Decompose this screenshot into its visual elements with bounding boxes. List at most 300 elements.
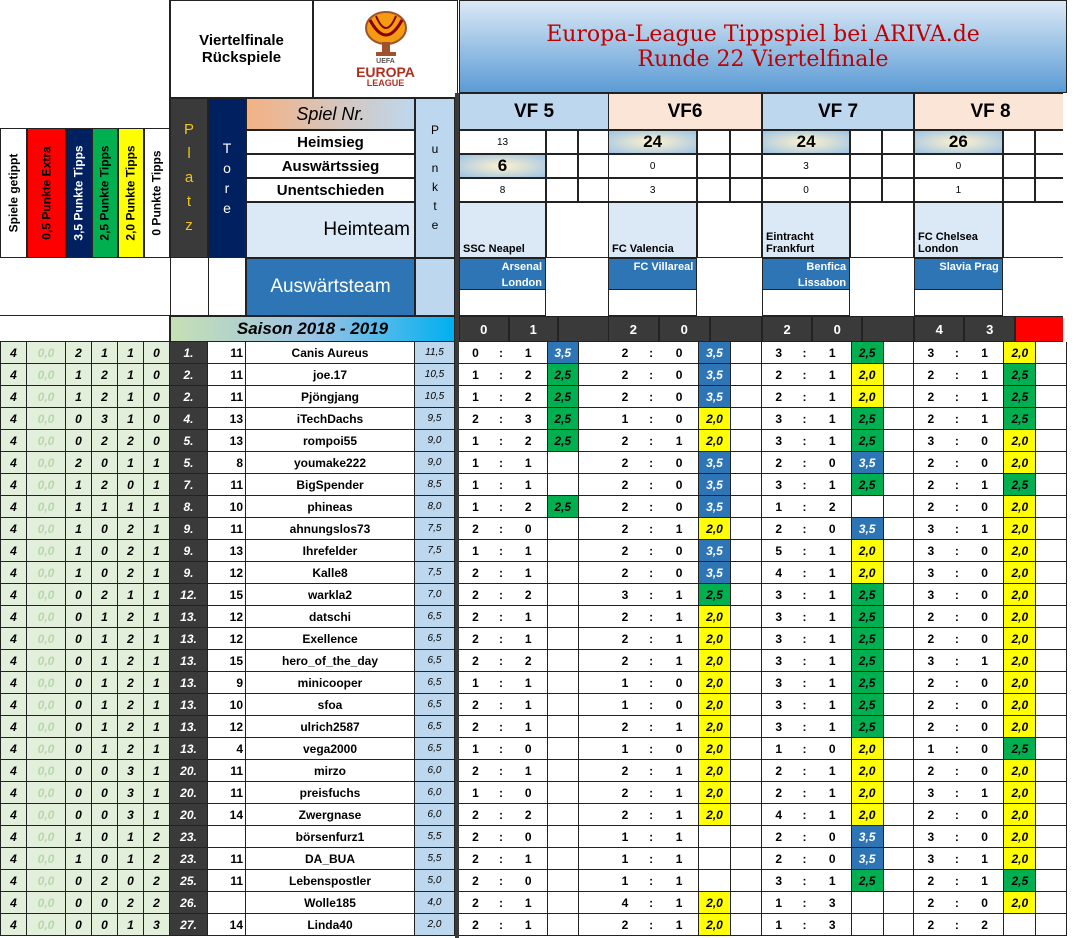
tip-count-aus — [459, 154, 546, 178]
extra-cell: 0,0 — [27, 540, 66, 562]
tip-away: 1 — [510, 848, 548, 870]
tip-away: 1 — [660, 892, 699, 914]
tip-colon: : — [795, 672, 813, 694]
tip-points: 2,5 — [852, 694, 884, 716]
platz-cell: 13. — [170, 650, 208, 672]
tip-pad — [884, 430, 914, 452]
tipps25-cell: 2 — [92, 364, 118, 386]
platz-cell: 9. — [170, 562, 208, 584]
tipps35-cell: 1 — [66, 848, 92, 870]
tip-pad — [1036, 364, 1067, 386]
away-team-line1: Benfica — [806, 261, 847, 273]
tip-colon: : — [948, 870, 966, 892]
tip-away: 1 — [814, 364, 852, 386]
tip-pad — [1036, 892, 1067, 914]
tipps25-cell: 2 — [92, 386, 118, 408]
tipps20-cell: 1 — [118, 848, 144, 870]
tip-colon: : — [948, 738, 966, 760]
game-name-text: VF 8 — [970, 100, 1011, 122]
result-home — [762, 316, 812, 342]
tipps20-cell: 2 — [118, 628, 144, 650]
tip-pad — [579, 606, 609, 628]
tip-points — [548, 672, 580, 694]
tip-pad — [731, 672, 762, 694]
tip-points: 2,0 — [1004, 694, 1036, 716]
table-row — [0, 452, 1067, 474]
player-name: Lebenspostler — [246, 870, 415, 892]
tipps0-cell: 1 — [144, 518, 170, 540]
tip-points: 2,0 — [1004, 342, 1036, 364]
tip-points: 2,5 — [852, 584, 884, 606]
tip-colon: : — [492, 496, 510, 518]
tip-pad — [579, 716, 609, 738]
tip-points — [548, 562, 580, 584]
tip-away: 1 — [660, 760, 699, 782]
tip-points: 2,0 — [852, 364, 884, 386]
platz-cell: 23. — [170, 826, 208, 848]
tip-away: 1 — [660, 518, 699, 540]
tip-away: 1 — [660, 606, 699, 628]
punkte-cell: 6,5 — [415, 716, 455, 738]
tip-colon: : — [642, 584, 660, 606]
tip-points: 3,5 — [699, 496, 731, 518]
tip-points — [548, 540, 580, 562]
tipps35-cell: 1 — [66, 364, 92, 386]
platz-cell: 2. — [170, 386, 208, 408]
tip-count-heim — [914, 130, 1003, 154]
platz-cell: 20. — [170, 782, 208, 804]
tip-away: 0 — [660, 364, 699, 386]
tip-away: 1 — [814, 474, 852, 496]
tipps25-cell: 1 — [92, 606, 118, 628]
tip-points: 2,5 — [548, 408, 580, 430]
tip-home: 3 — [914, 782, 948, 804]
tipps20-cell: 2 — [118, 562, 144, 584]
tip-colon: : — [795, 342, 813, 364]
tip-colon: : — [795, 474, 813, 496]
punkte-cell: 7,5 — [415, 562, 455, 584]
extra-cell: 0,0 — [27, 628, 66, 650]
tip-home: 2 — [914, 496, 948, 518]
tip-colon: : — [795, 386, 813, 408]
tip-pad — [884, 606, 914, 628]
player-name: vega2000 — [246, 738, 415, 760]
tip-points: 2,0 — [1004, 650, 1036, 672]
tip-away: 1 — [966, 474, 1004, 496]
tipps35-cell: 0 — [66, 650, 92, 672]
table-row — [0, 606, 1067, 628]
game-name — [762, 93, 914, 130]
tip-away: 1 — [660, 628, 699, 650]
tip-points — [852, 892, 884, 914]
tip-away: 2 — [510, 496, 548, 518]
extra-cell: 0,0 — [27, 672, 66, 694]
tip-pad — [579, 474, 609, 496]
tipps25-cell: 0 — [92, 848, 118, 870]
tip-home: 1 — [914, 738, 948, 760]
punkte-cell: 6,0 — [415, 804, 455, 826]
tip-away: 1 — [814, 628, 852, 650]
extra-cell: 0,0 — [27, 606, 66, 628]
spiele-cell: 4 — [0, 496, 27, 518]
table-row — [0, 870, 1067, 892]
tore-cell: 12 — [208, 606, 246, 628]
tip-pad — [1036, 562, 1067, 584]
tip-colon: : — [948, 848, 966, 870]
tip-pad — [731, 782, 762, 804]
player-name: warkla2 — [246, 584, 415, 606]
tip-pad — [731, 518, 762, 540]
extra-cell: 0,0 — [27, 782, 66, 804]
tip-home: 2 — [459, 826, 492, 848]
tip-colon: : — [642, 914, 660, 936]
tip-away: 1 — [966, 848, 1004, 870]
tip-home: 2 — [762, 826, 795, 848]
tore-cell: 11 — [208, 342, 246, 364]
tore-cell: 14 — [208, 914, 246, 936]
tip-count-unent-text: 0 — [803, 184, 809, 196]
tip-away: 1 — [814, 672, 852, 694]
extra-cell: 0,0 — [27, 474, 66, 496]
tipps25-cell: 0 — [92, 892, 118, 914]
col-0: 0 Punkte Tipps — [144, 128, 170, 258]
tip-home: 2 — [608, 452, 642, 474]
tip-away: 0 — [966, 716, 1004, 738]
tipps20-cell: 1 — [118, 364, 144, 386]
spiele-cell: 4 — [0, 760, 27, 782]
tip-colon: : — [492, 892, 510, 914]
title-banner — [459, 0, 1067, 93]
tip-points — [548, 782, 580, 804]
tip-pad — [579, 760, 609, 782]
tip-home: 2 — [459, 914, 492, 936]
tip-pad — [1036, 386, 1067, 408]
extra-cell: 0,0 — [27, 826, 66, 848]
tip-colon: : — [795, 914, 813, 936]
tip-pad — [731, 496, 762, 518]
tip-colon: : — [948, 474, 966, 496]
player-name: youmake222 — [246, 452, 415, 474]
tip-colon: : — [795, 496, 813, 518]
tip-home: 2 — [608, 364, 642, 386]
tipps25-cell: 0 — [92, 826, 118, 848]
tip-colon: : — [948, 342, 966, 364]
tip-away: 1 — [660, 804, 699, 826]
tipps0-cell: 1 — [144, 650, 170, 672]
punkte-cell: 2,0 — [415, 914, 455, 936]
tip-away: 1 — [510, 694, 548, 716]
tip-colon: : — [642, 672, 660, 694]
tip-pad — [579, 914, 609, 936]
tip-away: 2 — [510, 584, 548, 606]
tip-pad — [884, 804, 914, 826]
tip-away: 0 — [660, 738, 699, 760]
tip-away: 1 — [510, 342, 548, 364]
result-away-text: 0 — [833, 321, 841, 337]
tipps20-cell: 2 — [118, 892, 144, 914]
tipps35-cell: 0 — [66, 914, 92, 936]
table-row — [0, 518, 1067, 540]
game-name-text: VF6 — [667, 100, 703, 122]
tip-home: 1 — [459, 782, 492, 804]
tip-points: 2,0 — [1004, 826, 1036, 848]
tip-count-unent-text: 3 — [649, 184, 656, 196]
tip-away: 1 — [660, 430, 699, 452]
tip-points — [548, 738, 580, 760]
tipps35-cell: 1 — [66, 386, 92, 408]
tip-away: 0 — [660, 386, 699, 408]
tip-colon: : — [642, 562, 660, 584]
tipps20-cell: 2 — [118, 716, 144, 738]
spiele-cell: 4 — [0, 452, 27, 474]
tore-cell: 11 — [208, 518, 246, 540]
tip-count-pad — [850, 178, 882, 202]
tipps25-cell: 1 — [92, 738, 118, 760]
platz-cell: 5. — [170, 452, 208, 474]
platz-cell: 13. — [170, 672, 208, 694]
tipps0-cell: 1 — [144, 716, 170, 738]
tore-cell — [208, 892, 246, 914]
punkte-cell: 10,5 — [415, 386, 455, 408]
tip-away: 0 — [510, 738, 548, 760]
tip-away: 1 — [814, 430, 852, 452]
tipps20-cell: 1 — [118, 914, 144, 936]
tip-points: 2,5 — [1004, 408, 1036, 430]
tip-count-pad — [578, 178, 610, 202]
tip-home: 2 — [459, 870, 492, 892]
col-20: 2,0 Punkte Tipps — [118, 128, 144, 258]
tip-away: 1 — [510, 892, 548, 914]
tipps25-cell: 1 — [92, 694, 118, 716]
player-name: Zwergnase — [246, 804, 415, 826]
tipps0-cell: 2 — [144, 826, 170, 848]
tip-colon: : — [492, 606, 510, 628]
tip-away: 1 — [814, 782, 852, 804]
tip-pad — [731, 628, 762, 650]
tip-points — [548, 584, 580, 606]
tip-points — [548, 650, 580, 672]
tip-points: 2,5 — [852, 408, 884, 430]
tipps35-cell: 0 — [66, 892, 92, 914]
tip-home: 0 — [459, 342, 492, 364]
tip-colon: : — [795, 518, 813, 540]
table-row — [0, 826, 1067, 848]
platz-cell: 5. — [170, 430, 208, 452]
tip-home: 3 — [914, 848, 948, 870]
tip-home: 1 — [762, 738, 795, 760]
away-team-line2: London — [501, 277, 542, 289]
trophy-icon — [356, 10, 416, 58]
tip-count-aus-text: 3 — [803, 160, 809, 172]
player-name: sfoa — [246, 694, 415, 716]
tip-pad — [579, 870, 609, 892]
home-team — [608, 202, 697, 258]
spiele-cell: 4 — [0, 364, 27, 386]
tip-points — [1004, 914, 1036, 936]
table-row — [0, 562, 1067, 584]
table-row — [0, 342, 1067, 364]
spiele-cell: 4 — [0, 782, 27, 804]
tip-away: 0 — [966, 606, 1004, 628]
punkte-cell: 10,5 — [415, 364, 455, 386]
tip-home: 2 — [762, 386, 795, 408]
punkte-cell: 5,0 — [415, 870, 455, 892]
tip-colon: : — [492, 584, 510, 606]
tip-points: 2,0 — [699, 738, 731, 760]
tip-points — [548, 452, 580, 474]
tip-colon: : — [795, 540, 813, 562]
table-row — [0, 386, 1067, 408]
tipps0-cell: 1 — [144, 452, 170, 474]
tip-pad — [731, 386, 762, 408]
tip-away: 3 — [814, 892, 852, 914]
tip-points — [548, 848, 580, 870]
tip-away: 1 — [814, 650, 852, 672]
round-line2: Rückspiele — [201, 49, 282, 66]
punkte-cell: 5,5 — [415, 848, 455, 870]
tip-pad — [1036, 848, 1067, 870]
tip-colon: : — [795, 804, 813, 826]
tip-pad — [1036, 584, 1067, 606]
player-name: BigSpender — [246, 474, 415, 496]
tip-pad — [731, 892, 762, 914]
tip-home: 3 — [914, 342, 948, 364]
tip-colon: : — [948, 540, 966, 562]
tip-colon: : — [492, 914, 510, 936]
tip-pad — [579, 848, 609, 870]
tip-home: 3 — [914, 430, 948, 452]
tip-away: 0 — [660, 408, 699, 430]
tip-points — [548, 914, 580, 936]
tip-away: 0 — [510, 870, 548, 892]
tip-points: 2,0 — [852, 804, 884, 826]
tip-pad — [884, 760, 914, 782]
tip-pad — [1036, 452, 1067, 474]
result-home-text: 0 — [480, 321, 488, 337]
tip-points: 2,5 — [852, 628, 884, 650]
tip-pad — [884, 672, 914, 694]
tip-home: 1 — [459, 540, 492, 562]
punkte-cell: 7,5 — [415, 518, 455, 540]
tipps25-cell: 0 — [92, 540, 118, 562]
tipps25-cell: 2 — [92, 584, 118, 606]
tip-away: 0 — [660, 672, 699, 694]
tipps0-cell: 1 — [144, 540, 170, 562]
tip-home: 3 — [762, 584, 795, 606]
tip-count-pad — [850, 154, 882, 178]
punkte-cell: 6,5 — [415, 738, 455, 760]
tip-home: 1 — [459, 452, 492, 474]
player-name: Exellence — [246, 628, 415, 650]
tipps0-cell: 1 — [144, 584, 170, 606]
tip-colon: : — [492, 672, 510, 694]
tipps35-cell: 2 — [66, 342, 92, 364]
tipps25-cell: 1 — [92, 628, 118, 650]
tore-cell: 11 — [208, 848, 246, 870]
tip-home: 2 — [762, 760, 795, 782]
tip-colon: : — [642, 452, 660, 474]
tip-home: 2 — [608, 716, 642, 738]
tip-away: 0 — [814, 452, 852, 474]
tip-points: 2,0 — [852, 760, 884, 782]
tip-away: 0 — [966, 672, 1004, 694]
tip-home: 4 — [608, 892, 642, 914]
tip-colon: : — [642, 760, 660, 782]
tip-count-pad — [578, 154, 610, 178]
tip-count-heim-text: 26 — [948, 132, 968, 151]
tip-colon: : — [492, 760, 510, 782]
tip-home: 3 — [762, 606, 795, 628]
tip-points: 2,5 — [1004, 386, 1036, 408]
tip-pad — [884, 716, 914, 738]
punkte-cell: 6,5 — [415, 606, 455, 628]
tip-points — [548, 892, 580, 914]
platz-cell: 13. — [170, 628, 208, 650]
tip-home: 3 — [762, 650, 795, 672]
tip-pad — [579, 628, 609, 650]
tip-home: 2 — [914, 474, 948, 496]
player-name: Wolle185 — [246, 892, 415, 914]
tip-colon: : — [492, 540, 510, 562]
tipps35-cell: 0 — [66, 672, 92, 694]
spiele-cell: 4 — [0, 650, 27, 672]
tip-away: 2 — [510, 430, 548, 452]
spiele-cell: 4 — [0, 408, 27, 430]
tip-away: 1 — [510, 452, 548, 474]
tip-count-heim — [459, 130, 546, 154]
tip-points: 3,5 — [699, 364, 731, 386]
spiele-cell: 4 — [0, 584, 27, 606]
tip-points: 2,0 — [699, 518, 731, 540]
tip-points: 2,0 — [1004, 518, 1036, 540]
tip-home: 2 — [608, 342, 642, 364]
tip-colon: : — [492, 650, 510, 672]
tip-points: 3,5 — [852, 518, 884, 540]
result-pad — [710, 316, 762, 342]
auswaertssieg-label: Auswärtssieg — [246, 154, 415, 178]
tip-away: 0 — [660, 452, 699, 474]
result-home — [459, 316, 509, 342]
tip-away: 1 — [814, 386, 852, 408]
result-home-text: 2 — [629, 321, 638, 337]
tip-pad — [884, 826, 914, 848]
punkte-cell: 6,5 — [415, 672, 455, 694]
spiele-cell: 4 — [0, 826, 27, 848]
tipps25-cell: 2 — [92, 870, 118, 892]
tipps25-cell: 1 — [92, 672, 118, 694]
game-name-text: VF 5 — [513, 100, 555, 122]
tip-away: 0 — [966, 760, 1004, 782]
tip-colon: : — [795, 870, 813, 892]
player-name: Kalle8 — [246, 562, 415, 584]
tip-colon: : — [795, 826, 813, 848]
tip-home: 1 — [608, 826, 642, 848]
tip-count-heim — [608, 130, 697, 154]
away-team — [914, 258, 1003, 290]
table-row — [0, 430, 1067, 452]
player-name: Canis Aureus — [246, 342, 415, 364]
tip-pad — [731, 804, 762, 826]
tip-colon: : — [795, 584, 813, 606]
tore-cell: 12 — [208, 716, 246, 738]
tip-pad — [884, 694, 914, 716]
tip-away: 1 — [510, 716, 548, 738]
tip-away: 1 — [510, 628, 548, 650]
tip-points: 2,0 — [1004, 628, 1036, 650]
tip-points: 3,5 — [852, 452, 884, 474]
tip-away: 1 — [660, 716, 699, 738]
tip-pad — [579, 386, 609, 408]
